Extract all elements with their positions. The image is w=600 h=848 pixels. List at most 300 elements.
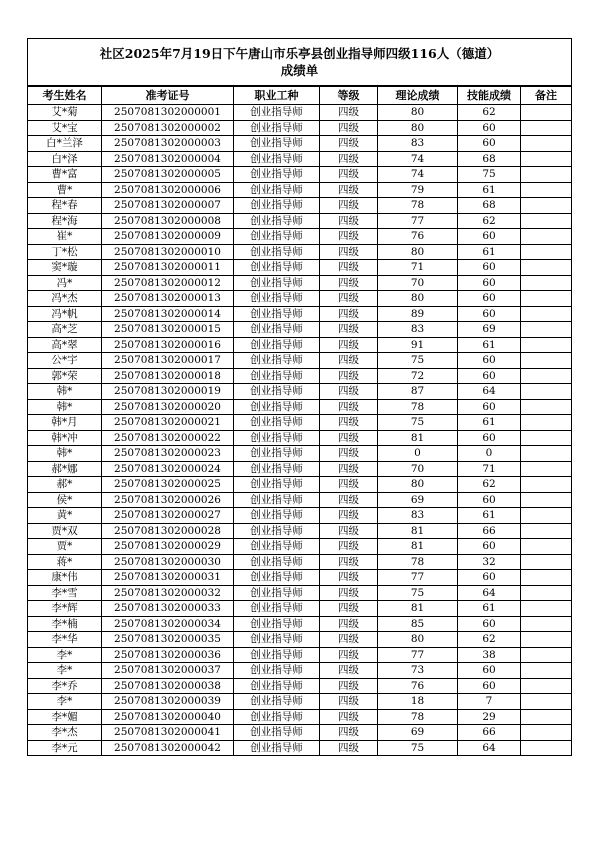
cell-name: 贾* xyxy=(28,539,102,555)
cell-theory-score: 0 xyxy=(378,446,458,462)
cell-occupation: 创业指导师 xyxy=(234,632,320,648)
cell-theory-score: 77 xyxy=(378,213,458,229)
cell-level: 四级 xyxy=(320,337,378,353)
cell-level: 四级 xyxy=(320,399,378,415)
cell-remarks xyxy=(521,461,572,477)
header-level: 等级 xyxy=(320,86,378,105)
cell-theory-score: 74 xyxy=(378,167,458,183)
header-remarks: 备注 xyxy=(521,86,572,105)
cell-theory-score: 87 xyxy=(378,384,458,400)
cell-skill-score: 62 xyxy=(458,105,521,121)
cell-occupation: 创业指导师 xyxy=(234,446,320,462)
cell-exam-id: 2507081302000006 xyxy=(102,182,234,198)
cell-level: 四级 xyxy=(320,678,378,694)
table-row xyxy=(28,337,572,353)
cell-level: 四级 xyxy=(320,198,378,214)
table-row xyxy=(28,229,572,245)
cell-exam-id: 2507081302000037 xyxy=(102,663,234,679)
cell-occupation: 创业指导师 xyxy=(234,663,320,679)
cell-name: 程*海 xyxy=(28,213,102,229)
cell-exam-id: 2507081302000013 xyxy=(102,291,234,307)
cell-occupation: 创业指导师 xyxy=(234,539,320,555)
cell-occupation: 创业指导师 xyxy=(234,740,320,756)
cell-name: 李*辉 xyxy=(28,601,102,617)
cell-skill-score: 61 xyxy=(458,244,521,260)
cell-exam-id: 2507081302000007 xyxy=(102,198,234,214)
cell-theory-score: 76 xyxy=(378,678,458,694)
cell-occupation: 创业指导师 xyxy=(234,167,320,183)
cell-remarks xyxy=(521,539,572,555)
cell-occupation: 创业指导师 xyxy=(234,709,320,725)
cell-occupation: 创业指导师 xyxy=(234,105,320,121)
table-row xyxy=(28,167,572,183)
cell-occupation: 创业指导师 xyxy=(234,585,320,601)
cell-name: 李*雪 xyxy=(28,585,102,601)
cell-skill-score: 0 xyxy=(458,446,521,462)
cell-exam-id: 2507081302000024 xyxy=(102,461,234,477)
cell-name: 韩*月 xyxy=(28,415,102,431)
table-row xyxy=(28,275,572,291)
cell-name: 艾*宝 xyxy=(28,120,102,136)
cell-occupation: 创业指导师 xyxy=(234,399,320,415)
cell-theory-score: 81 xyxy=(378,601,458,617)
cell-exam-id: 2507081302000005 xyxy=(102,167,234,183)
cell-remarks xyxy=(521,322,572,338)
cell-level: 四级 xyxy=(320,353,378,369)
cell-exam-id: 2507081302000027 xyxy=(102,508,234,524)
cell-theory-score: 70 xyxy=(378,275,458,291)
cell-remarks xyxy=(521,430,572,446)
table-row xyxy=(28,585,572,601)
table-row xyxy=(28,725,572,741)
cell-exam-id: 2507081302000008 xyxy=(102,213,234,229)
cell-level: 四级 xyxy=(320,570,378,586)
cell-theory-score: 80 xyxy=(378,477,458,493)
cell-occupation: 创业指导师 xyxy=(234,198,320,214)
header-occupation: 职业工种 xyxy=(234,86,320,105)
cell-theory-score: 71 xyxy=(378,260,458,276)
table-row xyxy=(28,430,572,446)
cell-name: 蒋* xyxy=(28,554,102,570)
cell-exam-id: 2507081302000036 xyxy=(102,647,234,663)
title-line-2: 成绩单 xyxy=(280,63,319,78)
cell-skill-score: 68 xyxy=(458,151,521,167)
table-row xyxy=(28,570,572,586)
cell-occupation: 创业指导师 xyxy=(234,415,320,431)
cell-skill-score: 75 xyxy=(458,167,521,183)
cell-name: 李*媚 xyxy=(28,709,102,725)
cell-name: 窦*璇 xyxy=(28,260,102,276)
cell-remarks xyxy=(521,554,572,570)
cell-theory-score: 69 xyxy=(378,725,458,741)
cell-theory-score: 89 xyxy=(378,306,458,322)
cell-exam-id: 2507081302000025 xyxy=(102,477,234,493)
cell-level: 四级 xyxy=(320,275,378,291)
table-row xyxy=(28,523,572,539)
cell-theory-score: 75 xyxy=(378,585,458,601)
cell-remarks xyxy=(521,353,572,369)
cell-name: 郭*荣 xyxy=(28,368,102,384)
cell-level: 四级 xyxy=(320,446,378,462)
cell-level: 四级 xyxy=(320,151,378,167)
table-row xyxy=(28,368,572,384)
cell-remarks xyxy=(521,291,572,307)
cell-skill-score: 60 xyxy=(458,291,521,307)
cell-theory-score: 70 xyxy=(378,461,458,477)
cell-occupation: 创业指导师 xyxy=(234,275,320,291)
cell-exam-id: 2507081302000035 xyxy=(102,632,234,648)
cell-occupation: 创业指导师 xyxy=(234,647,320,663)
cell-name: 韩*冲 xyxy=(28,430,102,446)
cell-name: 康*伟 xyxy=(28,570,102,586)
cell-level: 四级 xyxy=(320,461,378,477)
cell-level: 四级 xyxy=(320,709,378,725)
table-row xyxy=(28,601,572,617)
cell-skill-score: 62 xyxy=(458,213,521,229)
cell-theory-score: 81 xyxy=(378,523,458,539)
cell-skill-score: 60 xyxy=(458,229,521,245)
cell-skill-score: 32 xyxy=(458,554,521,570)
cell-name: 李*楠 xyxy=(28,616,102,632)
cell-exam-id: 2507081302000016 xyxy=(102,337,234,353)
cell-remarks xyxy=(521,399,572,415)
cell-skill-score: 7 xyxy=(458,694,521,710)
cell-exam-id: 2507081302000021 xyxy=(102,415,234,431)
table-row xyxy=(28,213,572,229)
cell-theory-score: 79 xyxy=(378,182,458,198)
table-row xyxy=(28,492,572,508)
cell-occupation: 创业指导师 xyxy=(234,260,320,276)
cell-exam-id: 2507081302000019 xyxy=(102,384,234,400)
table-row xyxy=(28,663,572,679)
cell-remarks xyxy=(521,182,572,198)
table-row xyxy=(28,678,572,694)
cell-remarks xyxy=(521,492,572,508)
header-name: 考生姓名 xyxy=(28,86,102,105)
cell-occupation: 创业指导师 xyxy=(234,229,320,245)
table-row xyxy=(28,508,572,524)
cell-level: 四级 xyxy=(320,725,378,741)
title-row xyxy=(28,39,572,87)
cell-name: 李*华 xyxy=(28,632,102,648)
header-exam-id: 准考证号 xyxy=(102,86,234,105)
cell-remarks xyxy=(521,415,572,431)
cell-name: 丁*松 xyxy=(28,244,102,260)
cell-name: 李* xyxy=(28,663,102,679)
cell-name: 李*元 xyxy=(28,740,102,756)
cell-name: 贾*双 xyxy=(28,523,102,539)
table-row xyxy=(28,554,572,570)
cell-level: 四级 xyxy=(320,740,378,756)
cell-theory-score: 72 xyxy=(378,368,458,384)
cell-remarks xyxy=(521,167,572,183)
cell-occupation: 创业指导师 xyxy=(234,477,320,493)
cell-occupation: 创业指导师 xyxy=(234,694,320,710)
cell-occupation: 创业指导师 xyxy=(234,508,320,524)
cell-skill-score: 68 xyxy=(458,198,521,214)
cell-skill-score: 29 xyxy=(458,709,521,725)
cell-theory-score: 83 xyxy=(378,508,458,524)
cell-name: 高*芝 xyxy=(28,322,102,338)
table-row xyxy=(28,120,572,136)
cell-occupation: 创业指导师 xyxy=(234,353,320,369)
cell-name: 白*兰泽 xyxy=(28,136,102,152)
cell-level: 四级 xyxy=(320,647,378,663)
cell-level: 四级 xyxy=(320,523,378,539)
cell-skill-score: 62 xyxy=(458,477,521,493)
cell-exam-id: 2507081302000034 xyxy=(102,616,234,632)
cell-level: 四级 xyxy=(320,136,378,152)
cell-theory-score: 69 xyxy=(378,492,458,508)
cell-occupation: 创业指导师 xyxy=(234,182,320,198)
cell-skill-score: 60 xyxy=(458,353,521,369)
table-row xyxy=(28,539,572,555)
table-row xyxy=(28,322,572,338)
cell-name: 李* xyxy=(28,694,102,710)
cell-exam-id: 2507081302000022 xyxy=(102,430,234,446)
cell-skill-score: 60 xyxy=(458,368,521,384)
cell-remarks xyxy=(521,275,572,291)
cell-name: 李*乔 xyxy=(28,678,102,694)
title-line-1: 社区2025年7月19日下午唐山市乐亭县创业指导师四级116人（德道） xyxy=(99,46,500,61)
cell-remarks xyxy=(521,647,572,663)
cell-remarks xyxy=(521,570,572,586)
cell-level: 四级 xyxy=(320,663,378,679)
cell-skill-score: 71 xyxy=(458,461,521,477)
cell-exam-id: 2507081302000033 xyxy=(102,601,234,617)
cell-theory-score: 73 xyxy=(378,663,458,679)
cell-exam-id: 2507081302000040 xyxy=(102,709,234,725)
cell-exam-id: 2507081302000011 xyxy=(102,260,234,276)
cell-name: 郝* xyxy=(28,477,102,493)
cell-theory-score: 75 xyxy=(378,353,458,369)
cell-remarks xyxy=(521,694,572,710)
cell-remarks xyxy=(521,508,572,524)
cell-level: 四级 xyxy=(320,260,378,276)
cell-occupation: 创业指导师 xyxy=(234,725,320,741)
table-row xyxy=(28,353,572,369)
cell-name: 韩* xyxy=(28,446,102,462)
table-row xyxy=(28,632,572,648)
cell-exam-id: 2507081302000028 xyxy=(102,523,234,539)
cell-occupation: 创业指导师 xyxy=(234,616,320,632)
cell-skill-score: 60 xyxy=(458,616,521,632)
cell-name: 白*泽 xyxy=(28,151,102,167)
cell-name: 冯*帆 xyxy=(28,306,102,322)
cell-level: 四级 xyxy=(320,430,378,446)
cell-theory-score: 80 xyxy=(378,105,458,121)
cell-occupation: 创业指导师 xyxy=(234,570,320,586)
cell-name: 李*杰 xyxy=(28,725,102,741)
cell-level: 四级 xyxy=(320,244,378,260)
table-row xyxy=(28,198,572,214)
cell-exam-id: 2507081302000014 xyxy=(102,306,234,322)
cell-occupation: 创业指导师 xyxy=(234,337,320,353)
table-row xyxy=(28,740,572,756)
cell-skill-score: 60 xyxy=(458,492,521,508)
cell-theory-score: 80 xyxy=(378,120,458,136)
cell-exam-id: 2507081302000031 xyxy=(102,570,234,586)
cell-theory-score: 80 xyxy=(378,244,458,260)
table-row xyxy=(28,244,572,260)
cell-theory-score: 77 xyxy=(378,647,458,663)
cell-occupation: 创业指导师 xyxy=(234,322,320,338)
cell-level: 四级 xyxy=(320,167,378,183)
score-table xyxy=(27,38,572,756)
cell-exam-id: 2507081302000032 xyxy=(102,585,234,601)
table-row xyxy=(28,384,572,400)
cell-exam-id: 2507081302000041 xyxy=(102,725,234,741)
cell-occupation: 创业指导师 xyxy=(234,291,320,307)
cell-remarks xyxy=(521,306,572,322)
cell-skill-score: 60 xyxy=(458,120,521,136)
table-row xyxy=(28,709,572,725)
cell-exam-id: 2507081302000002 xyxy=(102,120,234,136)
cell-remarks xyxy=(521,384,572,400)
cell-exam-id: 2507081302000015 xyxy=(102,322,234,338)
header-skill-score: 技能成绩 xyxy=(458,86,521,105)
document-title xyxy=(28,39,572,87)
table-row xyxy=(28,151,572,167)
table-row xyxy=(28,616,572,632)
cell-level: 四级 xyxy=(320,120,378,136)
cell-skill-score: 38 xyxy=(458,647,521,663)
cell-exam-id: 2507081302000009 xyxy=(102,229,234,245)
table-row xyxy=(28,446,572,462)
cell-remarks xyxy=(521,632,572,648)
cell-name: 韩* xyxy=(28,399,102,415)
table-row xyxy=(28,415,572,431)
cell-remarks xyxy=(521,601,572,617)
cell-exam-id: 2507081302000038 xyxy=(102,678,234,694)
cell-exam-id: 2507081302000003 xyxy=(102,136,234,152)
cell-remarks xyxy=(521,368,572,384)
cell-theory-score: 77 xyxy=(378,570,458,586)
cell-skill-score: 61 xyxy=(458,508,521,524)
table-row xyxy=(28,461,572,477)
cell-remarks xyxy=(521,244,572,260)
cell-theory-score: 91 xyxy=(378,337,458,353)
cell-skill-score: 61 xyxy=(458,415,521,431)
cell-level: 四级 xyxy=(320,105,378,121)
cell-exam-id: 2507081302000012 xyxy=(102,275,234,291)
cell-skill-score: 60 xyxy=(458,539,521,555)
cell-name: 黄* xyxy=(28,508,102,524)
cell-name: 公*宇 xyxy=(28,353,102,369)
cell-skill-score: 64 xyxy=(458,585,521,601)
cell-exam-id: 2507081302000030 xyxy=(102,554,234,570)
cell-level: 四级 xyxy=(320,508,378,524)
cell-remarks xyxy=(521,523,572,539)
cell-skill-score: 60 xyxy=(458,275,521,291)
cell-occupation: 创业指导师 xyxy=(234,384,320,400)
cell-skill-score: 60 xyxy=(458,399,521,415)
cell-occupation: 创业指导师 xyxy=(234,306,320,322)
cell-name: 程*春 xyxy=(28,198,102,214)
cell-remarks xyxy=(521,229,572,245)
cell-level: 四级 xyxy=(320,539,378,555)
cell-occupation: 创业指导师 xyxy=(234,120,320,136)
header-row xyxy=(28,86,572,105)
table-row xyxy=(28,291,572,307)
table-row xyxy=(28,260,572,276)
cell-name: 艾*菊 xyxy=(28,105,102,121)
cell-exam-id: 2507081302000026 xyxy=(102,492,234,508)
cell-occupation: 创业指导师 xyxy=(234,244,320,260)
cell-level: 四级 xyxy=(320,368,378,384)
cell-remarks xyxy=(521,105,572,121)
cell-theory-score: 76 xyxy=(378,229,458,245)
cell-remarks xyxy=(521,740,572,756)
table-row xyxy=(28,477,572,493)
cell-theory-score: 78 xyxy=(378,554,458,570)
cell-theory-score: 80 xyxy=(378,632,458,648)
cell-remarks xyxy=(521,446,572,462)
cell-skill-score: 66 xyxy=(458,523,521,539)
table-row xyxy=(28,136,572,152)
cell-occupation: 创业指导师 xyxy=(234,492,320,508)
cell-theory-score: 83 xyxy=(378,136,458,152)
cell-level: 四级 xyxy=(320,182,378,198)
cell-skill-score: 66 xyxy=(458,725,521,741)
cell-exam-id: 2507081302000042 xyxy=(102,740,234,756)
cell-exam-id: 2507081302000039 xyxy=(102,694,234,710)
cell-level: 四级 xyxy=(320,554,378,570)
cell-occupation: 创业指导师 xyxy=(234,213,320,229)
table-row xyxy=(28,694,572,710)
cell-level: 四级 xyxy=(320,229,378,245)
cell-level: 四级 xyxy=(320,492,378,508)
cell-remarks xyxy=(521,260,572,276)
cell-theory-score: 78 xyxy=(378,399,458,415)
cell-remarks xyxy=(521,120,572,136)
cell-name: 韩* xyxy=(28,384,102,400)
cell-skill-score: 61 xyxy=(458,601,521,617)
cell-level: 四级 xyxy=(320,694,378,710)
cell-level: 四级 xyxy=(320,213,378,229)
cell-occupation: 创业指导师 xyxy=(234,523,320,539)
cell-theory-score: 78 xyxy=(378,709,458,725)
cell-level: 四级 xyxy=(320,601,378,617)
cell-theory-score: 75 xyxy=(378,415,458,431)
cell-remarks xyxy=(521,337,572,353)
cell-occupation: 创业指导师 xyxy=(234,430,320,446)
header-theory-score: 理论成绩 xyxy=(378,86,458,105)
cell-remarks xyxy=(521,477,572,493)
cell-remarks xyxy=(521,616,572,632)
cell-level: 四级 xyxy=(320,291,378,307)
cell-name: 李* xyxy=(28,647,102,663)
cell-occupation: 创业指导师 xyxy=(234,601,320,617)
cell-level: 四级 xyxy=(320,616,378,632)
score-sheet xyxy=(27,38,571,756)
cell-name: 侯* xyxy=(28,492,102,508)
cell-theory-score: 85 xyxy=(378,616,458,632)
cell-occupation: 创业指导师 xyxy=(234,368,320,384)
cell-skill-score: 61 xyxy=(458,182,521,198)
cell-remarks xyxy=(521,678,572,694)
cell-exam-id: 2507081302000018 xyxy=(102,368,234,384)
cell-skill-score: 61 xyxy=(458,337,521,353)
cell-remarks xyxy=(521,136,572,152)
cell-skill-score: 60 xyxy=(458,430,521,446)
cell-name: 郝*娜 xyxy=(28,461,102,477)
cell-skill-score: 60 xyxy=(458,678,521,694)
cell-occupation: 创业指导师 xyxy=(234,136,320,152)
cell-skill-score: 60 xyxy=(458,663,521,679)
cell-skill-score: 60 xyxy=(458,306,521,322)
cell-occupation: 创业指导师 xyxy=(234,461,320,477)
